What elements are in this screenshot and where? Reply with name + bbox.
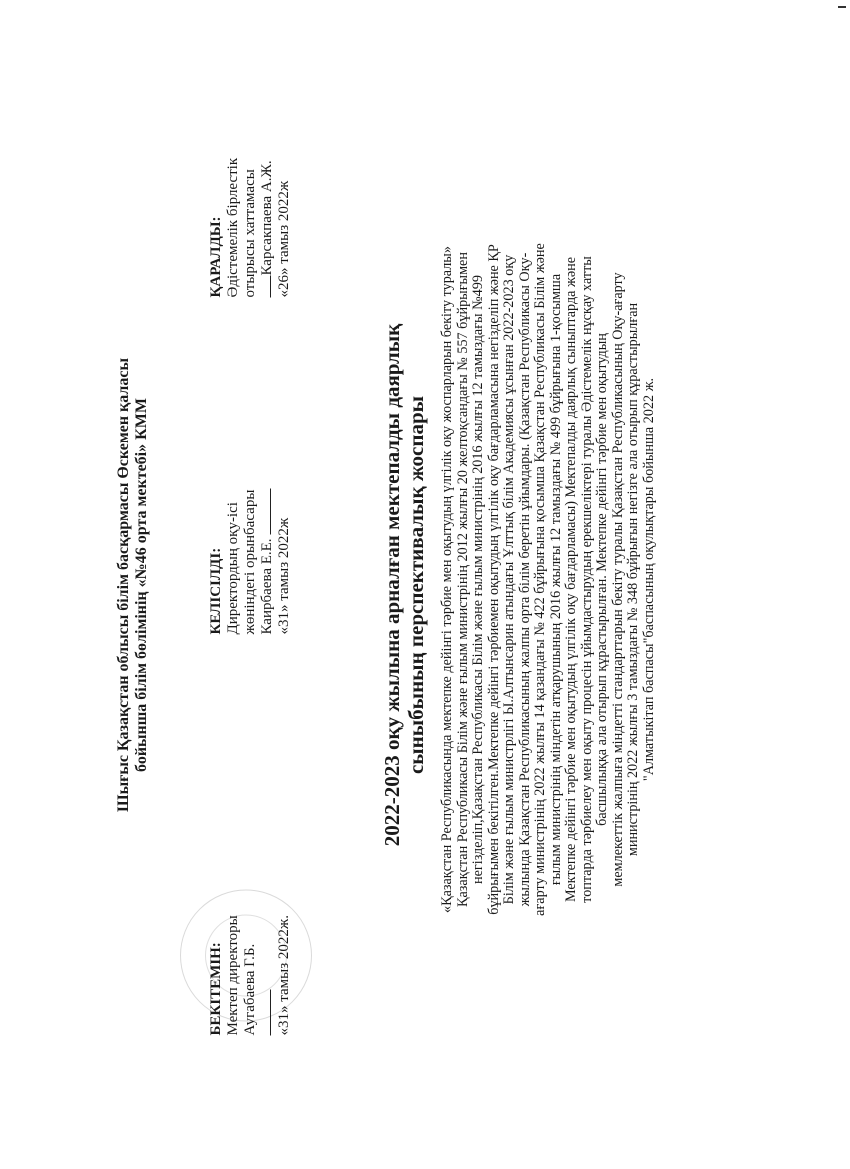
agreed-date: «31» тамыз 2022ж: [276, 517, 292, 634]
reviewed-date: «26» тамыз 2022ж: [276, 180, 292, 297]
body-line: бұйрығымен бекітілген.Мектепке дейінгі тәрбиемен оқытудың үлгілік оқу бағдарламасына негізделіп және ҚР: [485, 243, 502, 915]
school-header: [115, 0, 151, 1169]
header-line-2: бойынша білім бөлімінің «№46 орта мектебі» КММ: [133, 397, 150, 772]
body-line: негізделіп,Қазақстан Республикасы Білім және ғылым министрінің 2016 жылғы 12 тамыздағы №499: [470, 274, 486, 884]
body-line: Мектепке дейінгі тәрбие мен оқытудың үлгілік оқу бағдарламасы) Мектепалды даярлық сыныптарда және: [563, 256, 579, 902]
reviewed-line-1: Әдістемелік бірлестік: [225, 157, 241, 297]
agreed-block: [208, 488, 293, 634]
reviewed-title: ҚАРАЛДЫ:: [208, 215, 224, 297]
reviewed-block: [208, 157, 293, 297]
reviewed-line-2: отырысы хаттамасы: [242, 168, 258, 297]
document-title-line-1: 2022-2023 оқу жылына арналған мектепалды даярлық: [380, 323, 404, 846]
body-line: ғылым министрінің міндетін атқарушының 2016 жылғы 12 тамыздағы № 499 бұйрығына 1-қосымша: [547, 273, 564, 885]
approved-position: Мектеп директоры: [225, 914, 241, 1035]
body-line: басшылыққа ала отырып құрастырылған. Мектепке дейінгі тәрбие мен оқытудың: [594, 332, 610, 826]
agreed-name: Каирбаева Е.Е.: [259, 537, 275, 634]
body-line: ағарту министрінің 2022 жылғы 14 қазандағы № 422 бұйрығына қосымша Қазақстан Республикасы Білім және: [532, 242, 548, 916]
approved-name: Аугабаева Г.Б.: [242, 943, 258, 1035]
agreed-line-2: жөніндегі орынбасары: [242, 489, 258, 634]
approved-date: «31» тамыз 2022ж.: [276, 914, 292, 1035]
body-line: Қазақстан Республикасы Білім және ғылым министрінің 2012 жылғы 20 желтоқсандағы № 557 бұйрығымен: [454, 251, 471, 907]
reviewed-name-signature: [259, 157, 276, 297]
document-title-line-2: сыныбының перспективалық жоспары: [404, 395, 428, 774]
approved-block: [208, 914, 293, 1035]
approved-signature: [259, 914, 276, 1035]
agreed-title: КЕЛІСІЛДІ:: [208, 547, 224, 634]
body-text: [440, 149, 657, 1009]
agreed-line-1: Директордың оқу-ісі: [225, 501, 241, 634]
body-line: «Қазақстан Республикасында мектепке дейінгі тәрбие мен оқытудың үлгілік оқу жоспарларын бекіту туралы»: [439, 245, 455, 913]
body-line: министрінің 2022 жылғы 3 тамыздағы № 348 бұйрығын негізге ала отырып құрастырылған: [625, 302, 641, 856]
body-line: Білім және ғылым министрлігі Ы.Алтынсарин атындағы Ұлттық білім Академиясы ұсынған 2022-2023 оқу: [501, 254, 517, 904]
body-line: жылында Қазақстан Республикасының жалпы орта білім беретін ұйымдары. (Қазақстан Республикасы Оқу-: [516, 252, 533, 906]
body-line: топтарда тәрбиелеу мен оқыту процесін ұйымдастырудың ерекшеліктері туралы Әдістемелік нұсқау хатты: [578, 255, 595, 903]
body-line: мемлекеттік жалпыға міндетті стандарттарын бекіту туралы Қазақстан Республикасының Оқу-ағарту: [609, 271, 626, 887]
header-line-1: Шығыс Қазақстан облысы білім басқармасы Өскемен қаласы: [115, 357, 132, 812]
agreed-name-signature: [259, 488, 276, 634]
reviewed-name: Карсакпаева А.Ж.: [259, 159, 275, 275]
approved-title: БЕКІТЕМІН:: [208, 941, 224, 1035]
body-line: "Алматыкітап баспасы"баспасының оқулықтары бойынша 2022 ж.: [640, 377, 657, 781]
document-title: [380, 0, 428, 1169]
